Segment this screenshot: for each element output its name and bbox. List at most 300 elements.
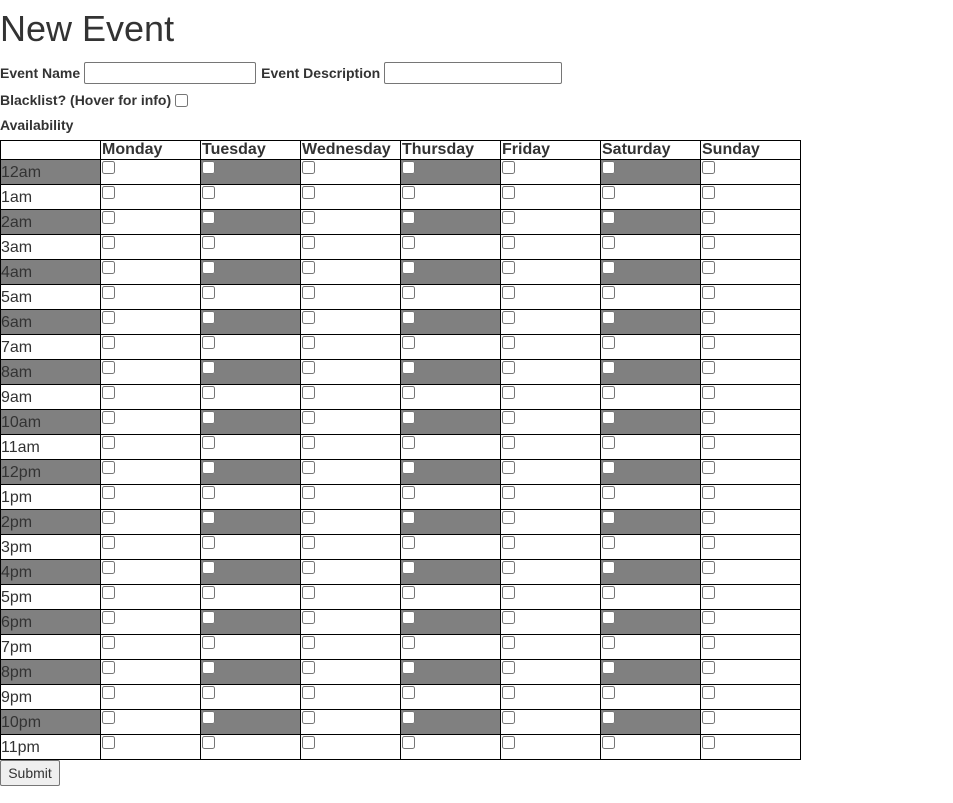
slot-cell xyxy=(301,210,401,235)
slot-cell xyxy=(401,710,501,735)
hour-row xyxy=(1,160,801,185)
slot-checkbox-tuesday-11pm[interactable] xyxy=(202,736,215,749)
slot-checkbox-saturday-12pm[interactable] xyxy=(602,461,615,474)
slot-checkbox-wednesday-5am[interactable] xyxy=(302,286,315,299)
slot-checkbox-friday-4pm[interactable] xyxy=(502,561,515,574)
slot-checkbox-monday-4pm[interactable] xyxy=(102,561,115,574)
slot-cell xyxy=(401,585,501,610)
slot-checkbox-wednesday-2am[interactable] xyxy=(302,211,315,224)
slot-checkbox-friday-8pm[interactable] xyxy=(502,661,515,674)
slot-cell xyxy=(401,460,501,485)
slot-cell xyxy=(501,335,601,360)
slot-checkbox-monday-4am[interactable] xyxy=(102,261,115,274)
slot-checkbox-friday-5pm[interactable] xyxy=(502,586,515,599)
slot-checkbox-friday-9am[interactable] xyxy=(502,386,515,399)
hour-label-text: 12am xyxy=(1,164,42,181)
hour-label-text: 11am xyxy=(1,439,40,456)
slot-cell xyxy=(301,235,401,260)
slot-cell xyxy=(101,335,201,360)
slot-checkbox-sunday-8pm[interactable] xyxy=(702,661,715,674)
slot-cell xyxy=(201,360,301,385)
slot-cell xyxy=(401,660,501,685)
slot-cell xyxy=(601,360,701,385)
slot-checkbox-friday-12pm[interactable] xyxy=(502,461,515,474)
slot-cell xyxy=(501,510,601,535)
hour-row xyxy=(1,735,801,760)
hour-label xyxy=(1,260,101,285)
slot-checkbox-wednesday-6am[interactable] xyxy=(302,311,315,324)
hour-row xyxy=(1,685,801,710)
hour-label xyxy=(1,660,101,685)
slot-cell xyxy=(501,460,601,485)
slot-checkbox-thursday-3am[interactable] xyxy=(402,236,415,249)
slot-cell xyxy=(601,235,701,260)
slot-checkbox-monday-6am[interactable] xyxy=(102,311,115,324)
slot-checkbox-thursday-4am[interactable] xyxy=(402,261,415,274)
slot-cell xyxy=(501,285,601,310)
slot-checkbox-friday-12am[interactable] xyxy=(502,161,515,174)
slot-checkbox-sunday-2pm[interactable] xyxy=(702,511,715,524)
slot-checkbox-tuesday-2am[interactable] xyxy=(202,211,215,224)
slot-checkbox-monday-2am[interactable] xyxy=(102,211,115,224)
slot-cell xyxy=(701,685,801,710)
slot-checkbox-monday-5pm[interactable] xyxy=(102,586,115,599)
slot-checkbox-monday-12pm[interactable] xyxy=(102,461,115,474)
slot-checkbox-saturday-2am[interactable] xyxy=(602,211,615,224)
slot-checkbox-wednesday-12am[interactable] xyxy=(302,161,315,174)
hour-label-text: 12pm xyxy=(1,464,42,481)
slot-checkbox-sunday-5am[interactable] xyxy=(702,286,715,299)
slot-checkbox-friday-9pm[interactable] xyxy=(502,686,515,699)
slot-checkbox-saturday-1am[interactable] xyxy=(602,186,615,199)
slot-checkbox-thursday-11am[interactable] xyxy=(402,436,415,449)
slot-cell xyxy=(101,385,201,410)
slot-checkbox-sunday-1am[interactable] xyxy=(702,186,715,199)
hour-label-text: 5pm xyxy=(1,589,33,606)
hour-label-text: 7pm xyxy=(1,639,33,656)
slot-checkbox-saturday-7am[interactable] xyxy=(602,336,615,349)
slot-cell xyxy=(501,235,601,260)
slot-checkbox-thursday-5am[interactable] xyxy=(402,286,415,299)
slot-checkbox-wednesday-9am[interactable] xyxy=(302,386,315,399)
slot-checkbox-thursday-1pm[interactable] xyxy=(402,486,415,499)
slot-checkbox-monday-7pm[interactable] xyxy=(102,636,115,649)
slot-checkbox-friday-11am[interactable] xyxy=(502,436,515,449)
slot-checkbox-friday-7pm[interactable] xyxy=(502,636,515,649)
hour-label xyxy=(1,485,101,510)
hour-label xyxy=(1,335,101,360)
slot-cell xyxy=(301,285,401,310)
blacklist-label[interactable]: Blacklist? (Hover for info) xyxy=(0,92,172,108)
slot-checkbox-tuesday-6pm[interactable] xyxy=(202,611,215,624)
event-name-input[interactable] xyxy=(84,62,256,84)
slot-checkbox-friday-7am[interactable] xyxy=(502,336,515,349)
slot-checkbox-sunday-5pm[interactable] xyxy=(702,586,715,599)
slot-cell xyxy=(701,185,801,210)
hour-label xyxy=(1,560,101,585)
slot-checkbox-saturday-4am[interactable] xyxy=(602,261,615,274)
slot-cell xyxy=(501,160,601,185)
slot-checkbox-saturday-6pm[interactable] xyxy=(602,611,615,624)
slot-cell xyxy=(601,535,701,560)
slot-checkbox-friday-3am[interactable] xyxy=(502,236,515,249)
slot-checkbox-thursday-7pm[interactable] xyxy=(402,636,415,649)
slot-cell xyxy=(101,435,201,460)
slot-cell xyxy=(201,710,301,735)
hour-label xyxy=(1,460,101,485)
slot-checkbox-wednesday-7pm[interactable] xyxy=(302,636,315,649)
slot-checkbox-friday-11pm[interactable] xyxy=(502,736,515,749)
slot-checkbox-tuesday-10am[interactable] xyxy=(202,411,215,424)
slot-checkbox-wednesday-3pm[interactable] xyxy=(302,536,315,549)
slot-checkbox-monday-10am[interactable] xyxy=(102,411,115,424)
slot-checkbox-friday-10pm[interactable] xyxy=(502,711,515,724)
slot-cell xyxy=(701,410,801,435)
slot-checkbox-saturday-9am[interactable] xyxy=(602,386,615,399)
slot-cell xyxy=(501,710,601,735)
hour-row xyxy=(1,585,801,610)
slot-checkbox-thursday-1am[interactable] xyxy=(402,186,415,199)
slot-cell xyxy=(401,410,501,435)
slot-cell xyxy=(101,260,201,285)
slot-checkbox-wednesday-10am[interactable] xyxy=(302,411,315,424)
slot-checkbox-tuesday-11am[interactable] xyxy=(202,436,215,449)
slot-cell xyxy=(401,510,501,535)
slot-cell xyxy=(501,685,601,710)
slot-cell xyxy=(101,660,201,685)
slot-checkbox-sunday-10am[interactable] xyxy=(702,411,715,424)
slot-checkbox-saturday-5pm[interactable] xyxy=(602,586,615,599)
slot-cell xyxy=(401,735,501,760)
hour-row xyxy=(1,660,801,685)
slot-checkbox-monday-3pm[interactable] xyxy=(102,536,115,549)
slot-checkbox-tuesday-12am[interactable] xyxy=(202,161,215,174)
hour-row xyxy=(1,235,801,260)
hour-row xyxy=(1,335,801,360)
hour-label xyxy=(1,735,101,760)
slot-checkbox-friday-1am[interactable] xyxy=(502,186,515,199)
slot-checkbox-wednesday-11pm[interactable] xyxy=(302,736,315,749)
slot-checkbox-tuesday-1pm[interactable] xyxy=(202,486,215,499)
slot-checkbox-sunday-3am[interactable] xyxy=(702,236,715,249)
slot-checkbox-tuesday-4am[interactable] xyxy=(202,261,215,274)
slot-checkbox-sunday-8am[interactable] xyxy=(702,361,715,374)
slot-checkbox-thursday-3pm[interactable] xyxy=(402,536,415,549)
slot-checkbox-wednesday-1am[interactable] xyxy=(302,186,315,199)
hour-label-text: 4pm xyxy=(1,564,33,581)
hour-label xyxy=(1,635,101,660)
slot-checkbox-tuesday-12pm[interactable] xyxy=(202,461,215,474)
slot-cell xyxy=(701,285,801,310)
slot-checkbox-wednesday-5pm[interactable] xyxy=(302,586,315,599)
slot-cell xyxy=(501,310,601,335)
slot-checkbox-thursday-2pm[interactable] xyxy=(402,511,415,524)
hour-row xyxy=(1,435,801,460)
slot-cell xyxy=(301,360,401,385)
slot-checkbox-thursday-8am[interactable] xyxy=(402,361,415,374)
slot-checkbox-tuesday-7am[interactable] xyxy=(202,336,215,349)
slot-cell xyxy=(401,210,501,235)
slot-cell xyxy=(301,460,401,485)
slot-checkbox-saturday-11pm[interactable] xyxy=(602,736,615,749)
slot-checkbox-friday-3pm[interactable] xyxy=(502,536,515,549)
hour-label xyxy=(1,685,101,710)
slot-checkbox-monday-11pm[interactable] xyxy=(102,736,115,749)
slot-checkbox-friday-2pm[interactable] xyxy=(502,511,515,524)
slot-checkbox-sunday-6am[interactable] xyxy=(702,311,715,324)
slot-checkbox-tuesday-8pm[interactable] xyxy=(202,661,215,674)
slot-checkbox-monday-6pm[interactable] xyxy=(102,611,115,624)
slot-checkbox-monday-1am[interactable] xyxy=(102,186,115,199)
submit-button[interactable]: Submit xyxy=(0,760,60,786)
slot-cell xyxy=(701,210,801,235)
slot-checkbox-tuesday-6am[interactable] xyxy=(202,311,215,324)
slot-cell xyxy=(301,485,401,510)
slot-checkbox-tuesday-3pm[interactable] xyxy=(202,536,215,549)
slot-checkbox-thursday-9am[interactable] xyxy=(402,386,415,399)
slot-checkbox-tuesday-8am[interactable] xyxy=(202,361,215,374)
slot-cell xyxy=(201,285,301,310)
slot-checkbox-sunday-1pm[interactable] xyxy=(702,486,715,499)
event-description-input[interactable] xyxy=(384,62,562,84)
slot-checkbox-saturday-6am[interactable] xyxy=(602,311,615,324)
slot-cell xyxy=(401,685,501,710)
hour-row xyxy=(1,560,801,585)
slot-cell xyxy=(601,485,701,510)
slot-checkbox-friday-8am[interactable] xyxy=(502,361,515,374)
slot-checkbox-saturday-12am[interactable] xyxy=(602,161,615,174)
slot-cell xyxy=(601,460,701,485)
slot-checkbox-monday-1pm[interactable] xyxy=(102,486,115,499)
slot-checkbox-sunday-11am[interactable] xyxy=(702,436,715,449)
slot-cell xyxy=(601,385,701,410)
slot-cell xyxy=(201,585,301,610)
slot-checkbox-tuesday-10pm[interactable] xyxy=(202,711,215,724)
slot-cell xyxy=(401,435,501,460)
slot-cell xyxy=(101,585,201,610)
slot-checkbox-sunday-4am[interactable] xyxy=(702,261,715,274)
slot-checkbox-tuesday-5am[interactable] xyxy=(202,286,215,299)
slot-checkbox-tuesday-1am[interactable] xyxy=(202,186,215,199)
slot-checkbox-sunday-7pm[interactable] xyxy=(702,636,715,649)
slot-checkbox-wednesday-3am[interactable] xyxy=(302,236,315,249)
slot-checkbox-friday-6pm[interactable] xyxy=(502,611,515,624)
slot-checkbox-sunday-10pm[interactable] xyxy=(702,711,715,724)
slot-checkbox-sunday-9am[interactable] xyxy=(702,386,715,399)
hour-row xyxy=(1,535,801,560)
slot-checkbox-tuesday-5pm[interactable] xyxy=(202,586,215,599)
slot-cell xyxy=(101,360,201,385)
slot-checkbox-thursday-5pm[interactable] xyxy=(402,586,415,599)
slot-cell xyxy=(601,635,701,660)
hour-row xyxy=(1,260,801,285)
slot-checkbox-tuesday-7pm[interactable] xyxy=(202,636,215,649)
slot-checkbox-monday-8am[interactable] xyxy=(102,361,115,374)
hour-row xyxy=(1,185,801,210)
slot-checkbox-thursday-7am[interactable] xyxy=(402,336,415,349)
slot-checkbox-sunday-7am[interactable] xyxy=(702,336,715,349)
slot-checkbox-thursday-11pm[interactable] xyxy=(402,736,415,749)
slot-checkbox-monday-2pm[interactable] xyxy=(102,511,115,524)
slot-checkbox-saturday-1pm[interactable] xyxy=(602,486,615,499)
slot-checkbox-saturday-8pm[interactable] xyxy=(602,661,615,674)
slot-checkbox-wednesday-1pm[interactable] xyxy=(302,486,315,499)
slot-checkbox-monday-5am[interactable] xyxy=(102,286,115,299)
slot-checkbox-saturday-8am[interactable] xyxy=(602,361,615,374)
slot-cell xyxy=(301,585,401,610)
slot-cell xyxy=(101,235,201,260)
slot-checkbox-thursday-2am[interactable] xyxy=(402,211,415,224)
slot-checkbox-friday-5am[interactable] xyxy=(502,286,515,299)
slot-checkbox-thursday-4pm[interactable] xyxy=(402,561,415,574)
slot-checkbox-tuesday-3am[interactable] xyxy=(202,236,215,249)
slot-cell xyxy=(301,560,401,585)
slot-checkbox-wednesday-11am[interactable] xyxy=(302,436,315,449)
slot-cell xyxy=(201,610,301,635)
slot-checkbox-wednesday-6pm[interactable] xyxy=(302,611,315,624)
slot-checkbox-sunday-12pm[interactable] xyxy=(702,461,715,474)
slot-checkbox-wednesday-8pm[interactable] xyxy=(302,661,315,674)
slot-checkbox-monday-10pm[interactable] xyxy=(102,711,115,724)
slot-cell xyxy=(201,185,301,210)
slot-checkbox-monday-7am[interactable] xyxy=(102,336,115,349)
slot-checkbox-sunday-4pm[interactable] xyxy=(702,561,715,574)
slot-checkbox-thursday-6pm[interactable] xyxy=(402,611,415,624)
slot-checkbox-monday-8pm[interactable] xyxy=(102,661,115,674)
slot-checkbox-wednesday-8am[interactable] xyxy=(302,361,315,374)
slot-checkbox-thursday-12am[interactable] xyxy=(402,161,415,174)
hour-row xyxy=(1,210,801,235)
page-title: New Event xyxy=(0,8,175,49)
slot-cell xyxy=(301,160,401,185)
slot-cell xyxy=(401,385,501,410)
hour-row xyxy=(1,310,801,335)
slot-checkbox-thursday-12pm[interactable] xyxy=(402,461,415,474)
slot-cell xyxy=(401,335,501,360)
slot-cell xyxy=(101,310,201,335)
slot-cell xyxy=(101,210,201,235)
hour-label xyxy=(1,510,101,535)
slot-checkbox-sunday-2am[interactable] xyxy=(702,211,715,224)
slot-checkbox-saturday-7pm[interactable] xyxy=(602,636,615,649)
hour-row xyxy=(1,460,801,485)
slot-checkbox-sunday-11pm[interactable] xyxy=(702,736,715,749)
slot-cell xyxy=(701,485,801,510)
slot-cell xyxy=(101,185,201,210)
slot-cell xyxy=(701,635,801,660)
slot-checkbox-wednesday-9pm[interactable] xyxy=(302,686,315,699)
slot-cell xyxy=(501,260,601,285)
slot-checkbox-sunday-9pm[interactable] xyxy=(702,686,715,699)
slot-checkbox-friday-10am[interactable] xyxy=(502,411,515,424)
slot-cell xyxy=(701,610,801,635)
hour-label-text: 1pm xyxy=(1,489,33,506)
slot-checkbox-wednesday-12pm[interactable] xyxy=(302,461,315,474)
slot-checkbox-thursday-9pm[interactable] xyxy=(402,686,415,699)
hour-row xyxy=(1,610,801,635)
slot-checkbox-tuesday-9am[interactable] xyxy=(202,386,215,399)
slot-checkbox-thursday-8pm[interactable] xyxy=(402,661,415,674)
day-header-monday: Monday xyxy=(101,141,201,160)
slot-checkbox-friday-4am[interactable] xyxy=(502,261,515,274)
slot-checkbox-monday-11am[interactable] xyxy=(102,436,115,449)
slot-checkbox-saturday-11am[interactable] xyxy=(602,436,615,449)
slot-checkbox-wednesday-4am[interactable] xyxy=(302,261,315,274)
slot-cell xyxy=(701,260,801,285)
slot-checkbox-monday-12am[interactable] xyxy=(102,161,115,174)
slot-checkbox-sunday-6pm[interactable] xyxy=(702,611,715,624)
slot-checkbox-saturday-5am[interactable] xyxy=(602,286,615,299)
slot-checkbox-tuesday-2pm[interactable] xyxy=(202,511,215,524)
slot-cell xyxy=(201,260,301,285)
slot-cell xyxy=(401,285,501,310)
slot-checkbox-monday-9pm[interactable] xyxy=(102,686,115,699)
slot-cell xyxy=(601,660,701,685)
slot-checkbox-saturday-4pm[interactable] xyxy=(602,561,615,574)
slot-checkbox-monday-9am[interactable] xyxy=(102,386,115,399)
slot-checkbox-friday-6am[interactable] xyxy=(502,311,515,324)
slot-cell xyxy=(701,660,801,685)
slot-cell xyxy=(601,585,701,610)
day-header-tuesday: Tuesday xyxy=(201,141,301,160)
hour-row xyxy=(1,360,801,385)
slot-cell xyxy=(301,435,401,460)
slot-cell xyxy=(301,185,401,210)
hour-label-text: 2pm xyxy=(1,514,33,531)
slot-cell xyxy=(201,735,301,760)
hour-label-text: 3am xyxy=(1,239,33,256)
slot-cell xyxy=(201,235,301,260)
slot-cell xyxy=(501,560,601,585)
hour-label-text: 8pm xyxy=(1,664,33,681)
slot-checkbox-sunday-3pm[interactable] xyxy=(702,536,715,549)
slot-checkbox-tuesday-4pm[interactable] xyxy=(202,561,215,574)
slot-cell xyxy=(601,735,701,760)
slot-cell xyxy=(501,435,601,460)
slot-cell xyxy=(101,510,201,535)
slot-checkbox-wednesday-4pm[interactable] xyxy=(302,561,315,574)
blacklist-checkbox[interactable] xyxy=(175,94,188,107)
slot-checkbox-friday-1pm[interactable] xyxy=(502,486,515,499)
slot-cell xyxy=(401,160,501,185)
slot-checkbox-thursday-10am[interactable] xyxy=(402,411,415,424)
slot-checkbox-monday-3am[interactable] xyxy=(102,236,115,249)
slot-checkbox-wednesday-10pm[interactable] xyxy=(302,711,315,724)
slot-checkbox-saturday-2pm[interactable] xyxy=(602,511,615,524)
hour-label xyxy=(1,285,101,310)
slot-checkbox-saturday-9pm[interactable] xyxy=(602,686,615,699)
slot-cell xyxy=(601,410,701,435)
slot-checkbox-saturday-10am[interactable] xyxy=(602,411,615,424)
hour-label-text: 2am xyxy=(1,214,33,231)
slot-cell xyxy=(401,185,501,210)
slot-checkbox-saturday-3am[interactable] xyxy=(602,236,615,249)
slot-cell xyxy=(601,685,701,710)
hour-label xyxy=(1,210,101,235)
slot-checkbox-thursday-10pm[interactable] xyxy=(402,711,415,724)
slot-checkbox-friday-2am[interactable] xyxy=(502,211,515,224)
slot-checkbox-sunday-12am[interactable] xyxy=(702,161,715,174)
slot-checkbox-tuesday-9pm[interactable] xyxy=(202,686,215,699)
slot-checkbox-thursday-6am[interactable] xyxy=(402,311,415,324)
slot-checkbox-saturday-3pm[interactable] xyxy=(602,536,615,549)
slot-checkbox-wednesday-7am[interactable] xyxy=(302,336,315,349)
grid-corner-cell xyxy=(1,141,101,160)
slot-checkbox-wednesday-2pm[interactable] xyxy=(302,511,315,524)
slot-checkbox-saturday-10pm[interactable] xyxy=(602,711,615,724)
slot-cell xyxy=(401,310,501,335)
hour-label xyxy=(1,535,101,560)
